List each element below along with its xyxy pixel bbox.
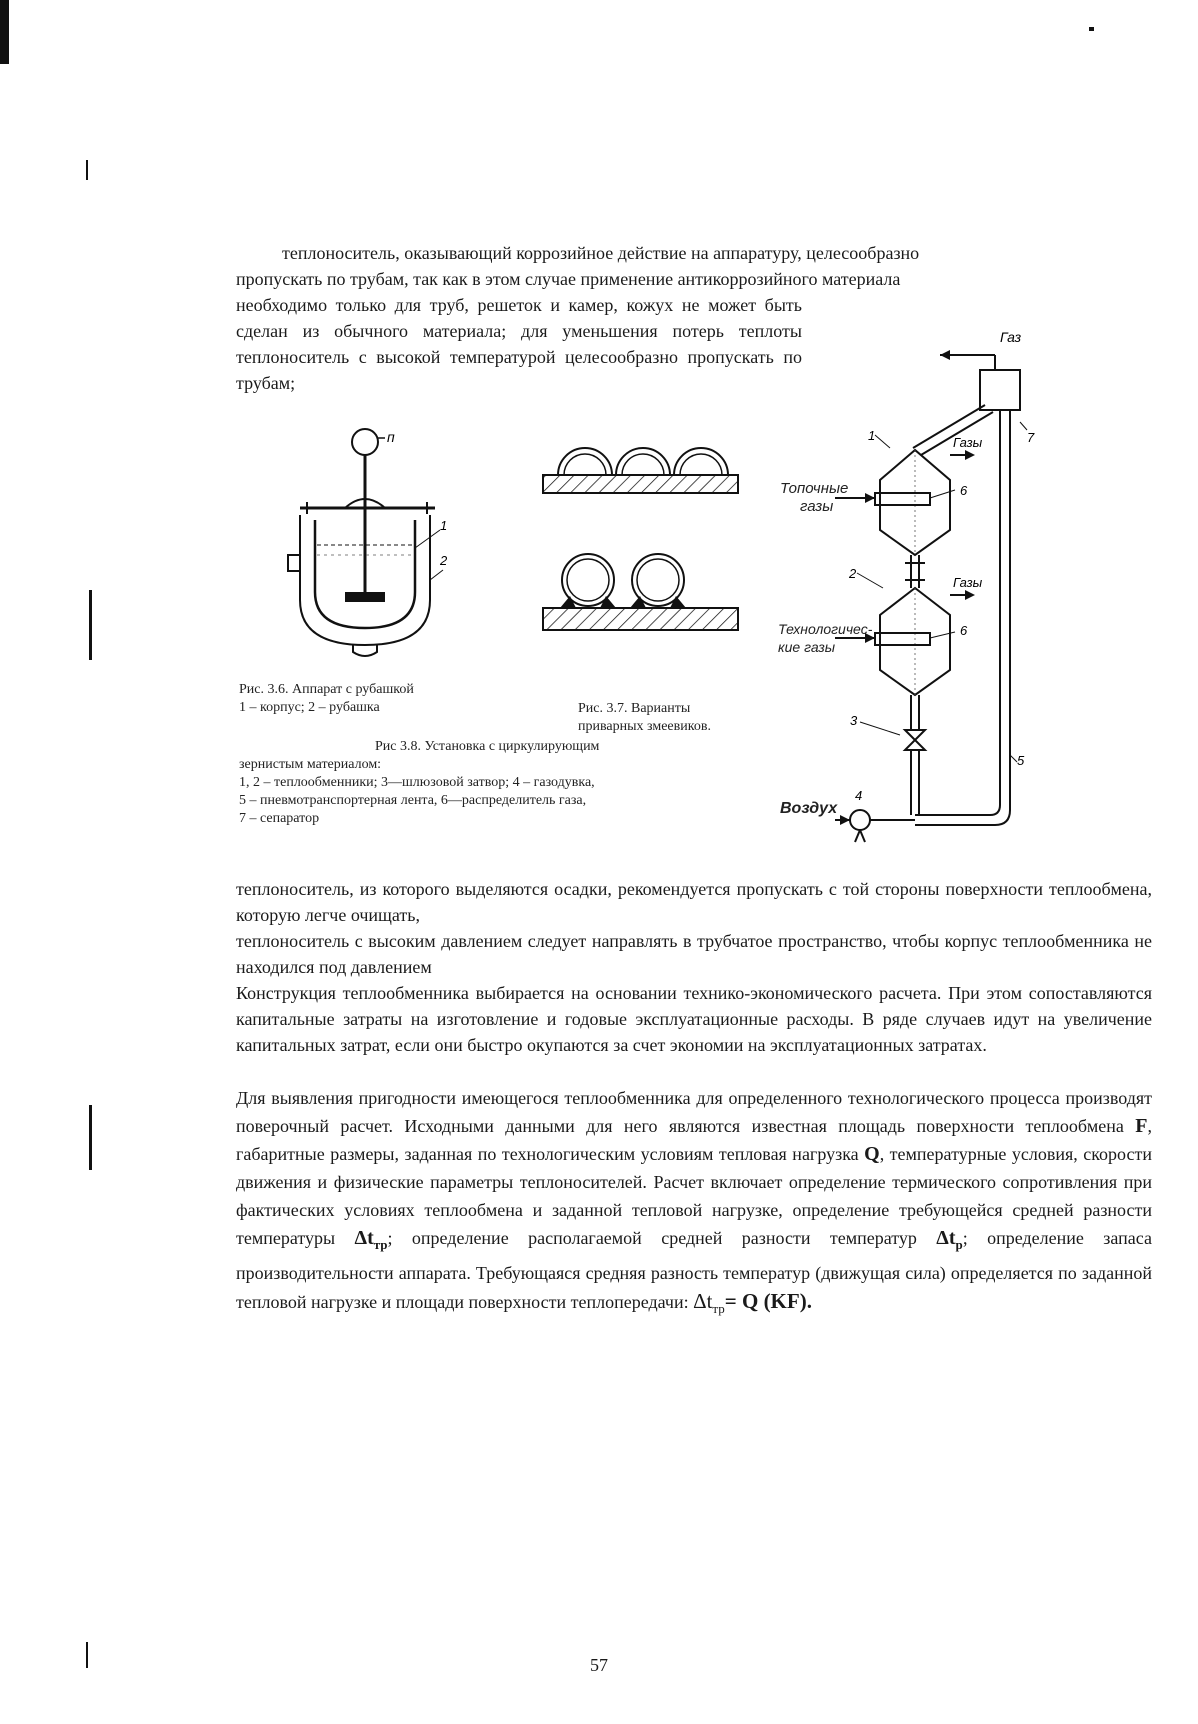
symbol-F: F [1135,1115,1148,1137]
label-tech2: кие газы [778,639,836,655]
p5-text: , габаритные размеры, заданная по технологическим условиям тепловая нагрузка [236,1116,1152,1164]
p5-text: ; определение запаса производительности аппарата. Требующаяся средняя разность температур (движущая сила) определяется по заданной тепловой нагрузке и площади поверхности теплопередачи: [236,1228,1152,1312]
caption-line: 1 – корпус; 2 – рубашка [239,700,380,715]
scan-edge-mark-top [0,0,9,64]
label-tech: Технологичес- [778,621,873,637]
figure-3-7-caption [578,700,778,736]
symbol-dt-tr [354,1227,388,1252]
caption-line: Рис. 3.7. Варианты [578,701,691,716]
label-3: 3 [850,713,858,728]
caption-line: приварных змеевиков. [578,719,711,734]
scan-edge-mark [89,590,92,660]
formula-sub: тр [712,1301,725,1317]
paragraph-4: Конструкция теплообменника выбирается на основании технико-экономического расчета. При этом сопоставляются капитальные затраты на изготовление и годовые эксплуатационные расходы. В ряде случаев идут на увеличение капитальных затрат, если они быстро окупаются за счет экономии на эксплуатационных затратах. [236,983,1152,1055]
symbol-text: Δt [354,1227,374,1249]
paragraph-5 [236,1084,1152,1323]
figure-3-8-installation [835,330,1160,850]
label-topochnye-gazy [780,480,870,516]
paragraph-1-line-1: теплоноситель, оказывающий коррозийное действие на аппаратуру, целесообразно [282,243,920,263]
label-gazy: газы [800,498,834,515]
caption-line: 7 – сепаратор [239,811,320,826]
paragraph-1-rest: необходимо только для труб, решеток и камер, кожух не может быть сделан из обычного материала; для уменьшения потерь теплоты теплоноситель с высокой температурой целесообразно пропускать по трубам; [236,295,802,393]
symbol-Q: Q [864,1143,880,1165]
label-tech-gases [778,620,878,656]
caption-line: Рис. 3.6. Аппарат с рубашкой [239,682,414,697]
label-7: 7 [1027,430,1035,445]
label-6b: 6 [960,623,968,638]
caption-line: 1, 2 – теплообменники; 3—шлюзовой затвор; 4 – газодувка, [239,775,595,790]
label-gases-1: Газы [953,435,983,450]
label-1: 1 [440,518,448,533]
p5-text: , температурные условия, скорости движения и физические параметры теплоносителей. Расчет включает определение термического сопротивления при фактических условиях теплообмена и заданной тепловой нагрузке, определение требующейся средней разности температуры [236,1144,1152,1248]
label-2: 2 [849,566,857,581]
figure-3-6-caption [239,681,539,717]
label-vozduh: Воздух [780,800,838,817]
label-2: 2 [440,553,448,568]
formula-bold: = Q (KF). [724,1289,812,1313]
paragraph-3: теплоноситель с высоким давлением следует направлять в трубчатое пространство, чтобы корпус теплообменника не находился под давлением [236,931,1152,977]
label-6a: 6 [960,483,968,498]
p5-text: ; определение располагаемой средней разности температур [387,1228,917,1248]
symbol-dt-p [936,1227,963,1252]
formula [693,1289,812,1317]
label-1: 1 [868,428,876,443]
p5-text: Для выявления пригодности имеющегося теплообменника для определенного технологического процесса производят поверочный расчет. Исходными данными для него являются известная площадь поверхности теплообмена [236,1088,1152,1136]
scan-edge-mark [1089,27,1094,31]
page-number: 57 [590,1655,608,1675]
scan-edge-mark [86,160,88,180]
caption-line: зернистым материалом: [239,757,382,772]
paragraph-2: теплоноситель, из которого выделяются осадки, рекомендуется пропускать с той стороны поверхности теплообмена, которую легче очищать, [236,879,1152,925]
figure-3-7-welded-coils [538,440,743,650]
label-5: 5 [1017,753,1025,768]
label-4: 4 [855,788,863,803]
label-n: п [387,429,395,445]
figure-3-6-jacketed-apparatus [285,420,455,670]
caption-line: Рис 3.8. Установка с циркулирующим [375,739,600,754]
caption-line: 5 – пневмотранспортерная лента, 6—распределитель газа, [239,793,587,808]
paragraph-1-line-2: пропускать по трубам, так как в этом случае применение антикоррозийного материала [236,269,901,289]
symbol-sub: р [955,1237,963,1252]
label-topochnye: Топочные [780,480,849,497]
symbol-sub: тр [373,1237,388,1252]
scan-edge-mark [89,1105,92,1170]
label-gases-2: Газы [953,575,983,590]
symbol-text: Δt [936,1227,956,1249]
formula-text: Δt [693,1289,713,1313]
label-gas-top: Газ [1000,330,1022,345]
figure-3-8-caption [239,738,759,828]
